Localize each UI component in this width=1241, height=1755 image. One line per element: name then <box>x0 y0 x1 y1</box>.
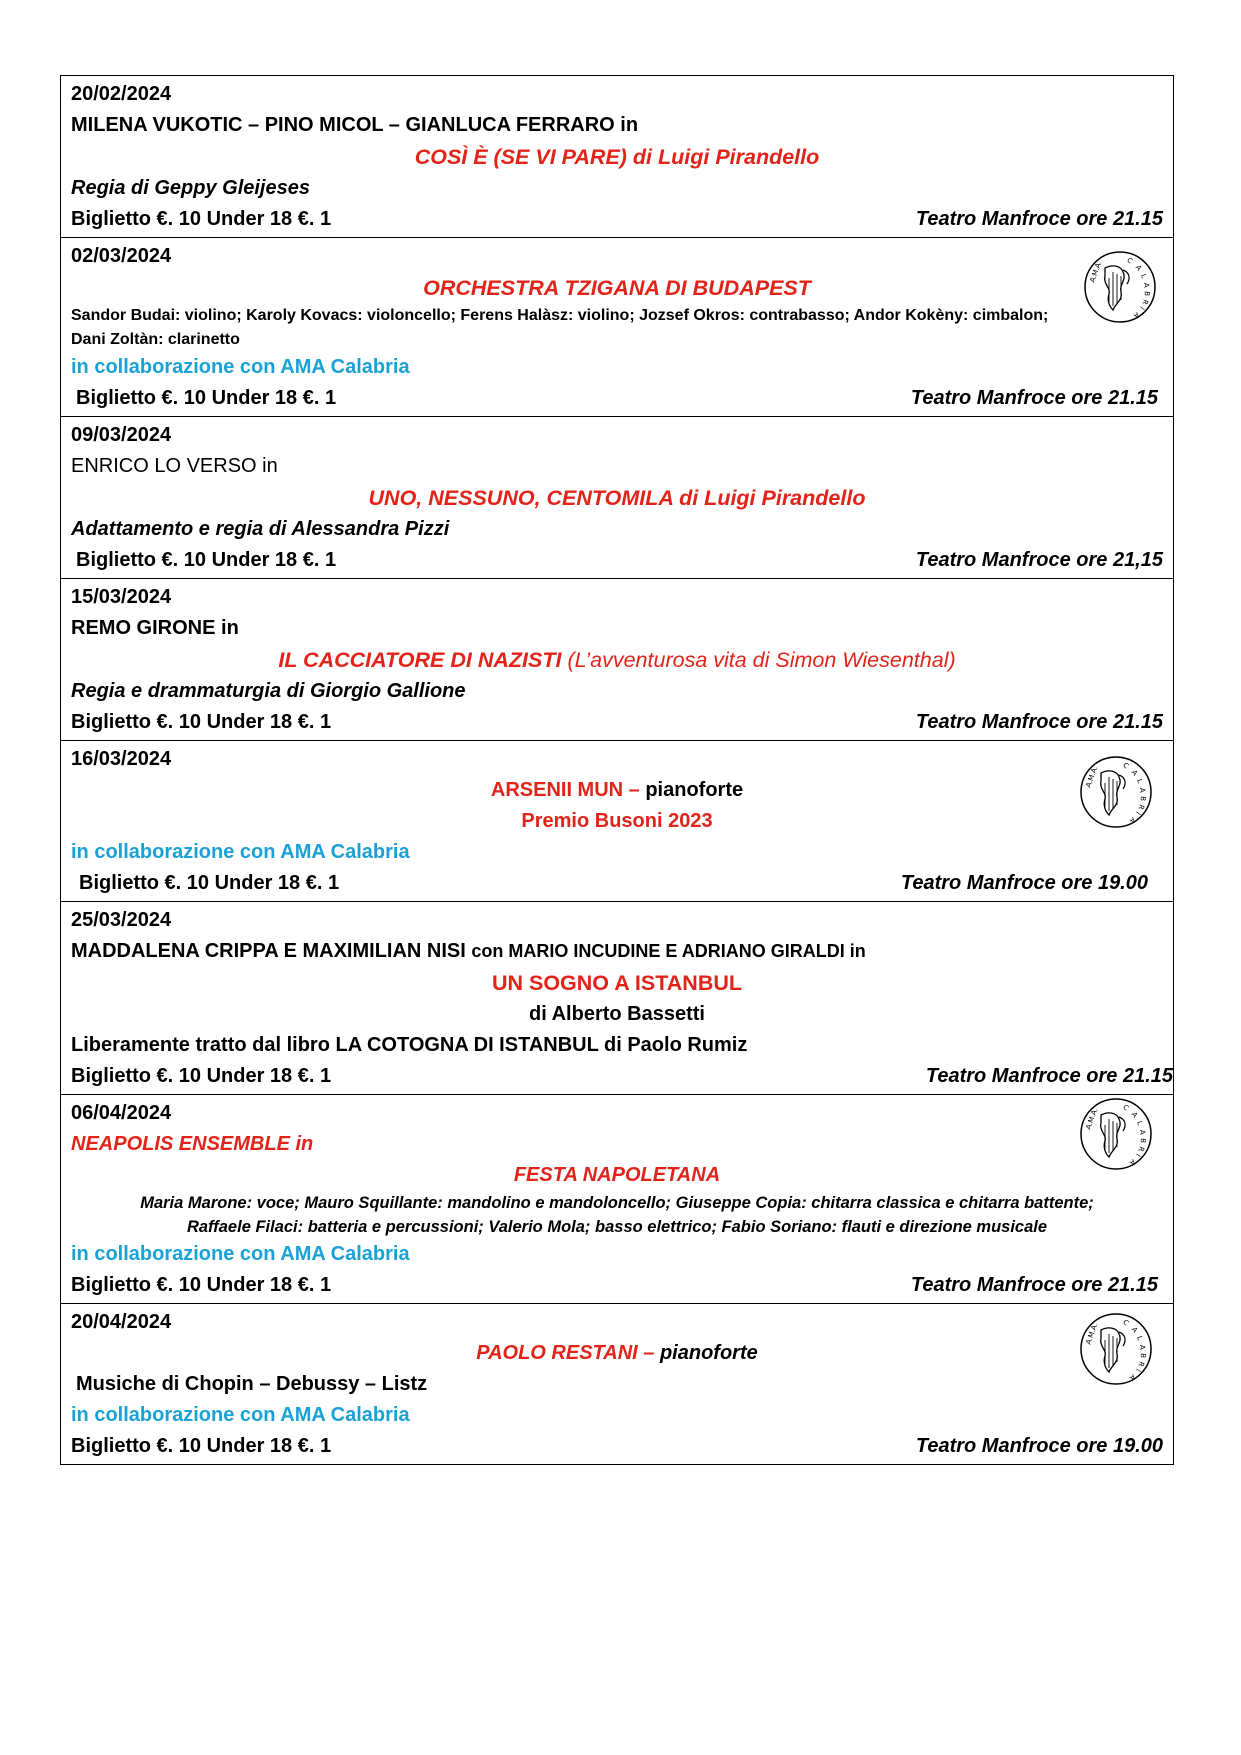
ticket-row <box>71 1061 1173 1092</box>
ticket-row <box>71 383 1163 414</box>
collaboration-note: in collaborazione con AMA Calabria <box>71 1404 410 1426</box>
ticket-row <box>71 1431 1163 1462</box>
ticket-price: Biglietto €. 10 Under 18 €. 1 <box>71 208 332 230</box>
event-title: ORCHESTRA TZIGANA DI BUDAPEST <box>423 276 811 300</box>
event-title: ARSENII MUN – <box>490 779 640 801</box>
event-artists-line <box>71 936 1163 967</box>
events-table <box>60 75 1174 1465</box>
event-venue: Teatro Manfroce ore 21.15 <box>915 711 1163 733</box>
event-title-suffix: pianoforte <box>659 1342 758 1364</box>
event-date: 09/03/2024 <box>71 424 172 446</box>
ticket-price: Biglietto €. 10 Under 18 €. 1 <box>71 711 332 733</box>
event-venue: Teatro Manfroce ore 21.15 <box>910 1274 1158 1296</box>
event-performers: Maria Marone: voce; Mauro Squillante: mandolino e mandoloncello; Giuseppe Copia: chitarra classica e chitarra battente; <box>140 1194 1094 1212</box>
event-performers: Sandor Budai: violino; Karoly Kovacs: violoncello; Ferens Halàsz: violino; Jozsef Okros: contrabasso; Andor Kokèny: cimbalon; Dani Zoltàn: clarinetto <box>71 307 1049 348</box>
event-title-line <box>71 644 1163 676</box>
event-author: di Alberto Bassetti <box>529 1003 705 1025</box>
event-venue: Teatro Manfroce ore 19.00 <box>915 1435 1163 1457</box>
event-title-line <box>71 1338 1163 1369</box>
event-row <box>61 901 1173 1094</box>
event-title-line <box>71 775 1163 806</box>
event-performers: Raffaele Filaci: batteria e percussioni; Valerio Mola; basso elettrico; Fabio Soriano: flauti e direzione musicale <box>186 1218 1048 1236</box>
event-venue: Teatro Manfroce ore 21,15 <box>915 549 1163 571</box>
event-artists-with: con MARIO INCUDINE E ADRIANO GIRALDI in <box>471 941 866 961</box>
event-source: Liberamente tratto dal libro LA COTOGNA DI ISTANBUL di Paolo Rumiz <box>71 1034 748 1056</box>
event-date: 20/04/2024 <box>71 1311 172 1333</box>
ticket-row <box>71 868 1163 899</box>
event-subtitle: Premio Busoni 2023 <box>521 810 713 832</box>
ticket-price: Biglietto €. 10 Under 18 €. 1 <box>71 1435 332 1457</box>
event-credit: Regia di Geppy Gleijeses <box>71 177 310 199</box>
event-venue: Teatro Manfroce ore 21.15 <box>925 1065 1173 1087</box>
event-row <box>61 740 1173 901</box>
event-row <box>61 578 1173 740</box>
event-date: 06/04/2024 <box>71 1102 172 1124</box>
event-title: IL CACCIATORE DI NAZISTI <box>278 648 562 672</box>
event-title-suffix: pianoforte <box>645 779 744 801</box>
ticket-price: Biglietto €. 10 Under 18 €. 1 <box>76 549 337 571</box>
event-row <box>61 1094 1173 1303</box>
event-title-subtitle: (L’avventurosa vita di Simon Wiesenthal) <box>567 648 956 672</box>
event-program: Musiche di Chopin – Debussy – Listz <box>76 1373 428 1395</box>
event-venue: Teatro Manfroce ore 21.15 <box>915 208 1163 230</box>
event-row <box>61 237 1173 416</box>
event-title: COSÌ È (SE VI PARE) di Luigi Pirandello <box>414 145 820 169</box>
ticket-price: Biglietto €. 10 Under 18 €. 1 <box>76 387 337 409</box>
collaboration-note: in collaborazione con AMA Calabria <box>71 841 410 863</box>
event-artists: MILENA VUKOTIC – PINO MICOL – GIANLUCA FERRARO in <box>71 114 639 136</box>
event-title: FESTA NAPOLETANA <box>513 1164 721 1186</box>
ama-calabria-logo-icon <box>1079 1312 1153 1386</box>
event-credit: Adattamento e regia di Alessandra Pizzi <box>71 518 450 540</box>
event-date: 02/03/2024 <box>71 245 172 267</box>
ticket-row <box>71 545 1163 576</box>
event-title: PAOLO RESTANI – <box>476 1342 655 1364</box>
event-row <box>61 1303 1173 1464</box>
ama-calabria-logo-icon <box>1079 1097 1153 1171</box>
ticket-row <box>71 1270 1163 1301</box>
ama-calabria-logo-icon <box>1079 755 1153 829</box>
event-artists: MADDALENA CRIPPA E MAXIMILIAN NISI <box>71 940 466 962</box>
event-date: 16/03/2024 <box>71 748 172 770</box>
event-title: UNO, NESSUNO, CENTOMILA di Luigi Pirandello <box>368 486 866 510</box>
event-date: 15/03/2024 <box>71 586 172 608</box>
ticket-row <box>71 204 1163 235</box>
event-credit: Regia e drammaturgia di Giorgio Gallione <box>71 680 466 702</box>
ticket-price: Biglietto €. 10 Under 18 €. 1 <box>71 1274 332 1296</box>
event-venue: Teatro Manfroce ore 21.15 <box>910 387 1158 409</box>
event-artists: ENRICO LO VERSO in <box>71 455 278 477</box>
event-artists: NEAPOLIS ENSEMBLE in <box>71 1133 314 1155</box>
event-date: 20/02/2024 <box>71 83 172 105</box>
collaboration-note: in collaborazione con AMA Calabria <box>71 356 410 378</box>
event-row <box>61 416 1173 578</box>
ticket-price: Biglietto €. 10 Under 18 €. 1 <box>79 872 340 894</box>
ticket-row <box>71 707 1163 738</box>
event-venue: Teatro Manfroce ore 19.00 <box>900 872 1148 894</box>
ama-calabria-logo-icon <box>1083 250 1157 324</box>
event-artists: REMO GIRONE in <box>71 617 239 639</box>
event-date: 25/03/2024 <box>71 909 172 931</box>
collaboration-note: in collaborazione con AMA Calabria <box>71 1243 410 1265</box>
event-title: UN SOGNO A ISTANBUL <box>491 971 743 995</box>
ticket-price: Biglietto €. 10 Under 18 €. 1 <box>71 1065 332 1087</box>
event-row <box>61 76 1173 237</box>
